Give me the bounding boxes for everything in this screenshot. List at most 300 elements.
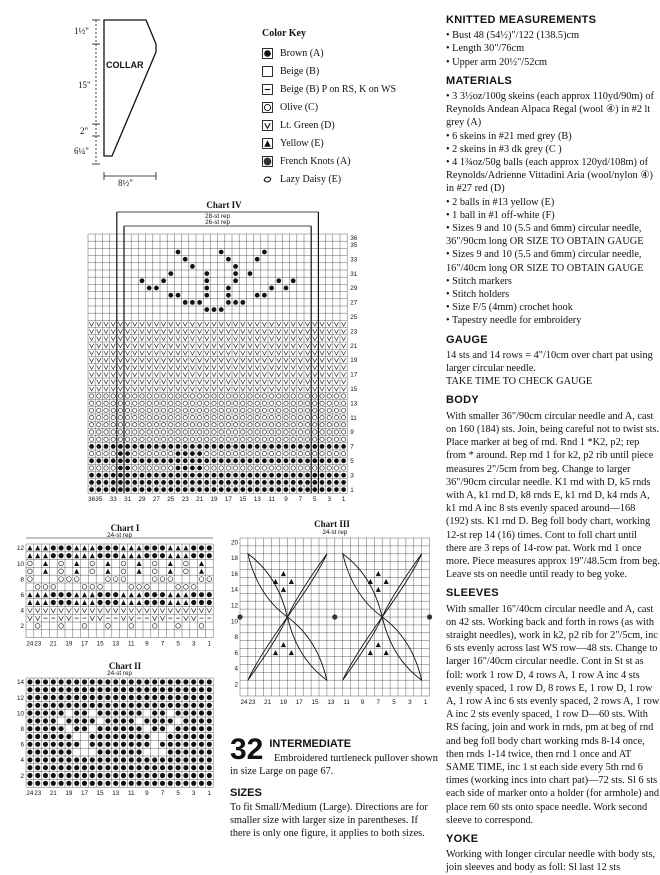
- v-mark: [255, 344, 259, 348]
- dot-mark: [82, 773, 87, 778]
- v-mark: [341, 351, 345, 355]
- dot-mark: [137, 742, 142, 747]
- v-mark: [212, 380, 216, 384]
- v-mark: [233, 351, 237, 355]
- dot-mark: [113, 703, 118, 708]
- dot-mark: [168, 444, 173, 449]
- dot-mark: [161, 473, 166, 478]
- circle-mark: [176, 394, 180, 398]
- circle-mark: [212, 423, 216, 427]
- v-mark: [190, 373, 194, 377]
- dot-mark: [204, 278, 209, 283]
- dot-mark: [219, 480, 224, 485]
- circle-mark: [121, 561, 126, 566]
- dot-mark: [269, 487, 274, 492]
- circle-mark: [28, 577, 33, 582]
- v-mark: [255, 387, 259, 391]
- circle-mark: [154, 408, 158, 412]
- v-mark: [154, 373, 158, 377]
- dot-mark: [176, 444, 181, 449]
- v-mark: [111, 329, 115, 333]
- dot-mark: [129, 695, 134, 700]
- v-mark: [334, 337, 338, 341]
- empty-icon: [262, 66, 273, 77]
- dot-mark: [59, 687, 64, 692]
- dot-mark: [144, 545, 149, 550]
- v-mark: [197, 380, 201, 384]
- circle-mark: [183, 415, 187, 419]
- circle-mark: [269, 401, 273, 405]
- v-mark: [226, 380, 230, 384]
- color-key-item: [262, 98, 396, 116]
- dot-mark: [35, 757, 40, 762]
- collar-dim-lower: 6¼": [74, 146, 89, 156]
- circle-mark: [152, 624, 157, 629]
- v-mark: [133, 351, 137, 355]
- chart3: [226, 528, 440, 708]
- dot-mark: [89, 458, 94, 463]
- v-mark: [147, 329, 151, 333]
- v-mark: [269, 380, 273, 384]
- dot-mark: [276, 487, 281, 492]
- circle-mark: [169, 401, 173, 405]
- chart4-rep2: 26-st rep: [205, 219, 231, 226]
- v-mark: [262, 322, 266, 326]
- circle-mark: [28, 569, 33, 574]
- dot-mark: [59, 592, 64, 597]
- dot-mark: [113, 726, 118, 731]
- dot-mark: [291, 480, 296, 485]
- dot-mark: [284, 458, 289, 463]
- v-mark: [269, 344, 273, 348]
- dot-mark: [43, 773, 48, 778]
- dot-mark: [51, 695, 56, 700]
- color-key-label: Olive (C): [280, 101, 319, 113]
- circle-mark: [313, 466, 317, 470]
- dot-mark: [183, 444, 188, 449]
- dot-mark: [312, 458, 317, 463]
- dot-mark: [144, 695, 149, 700]
- dot-mark: [284, 286, 289, 291]
- circle-mark: [262, 401, 266, 405]
- v-mark: [97, 337, 101, 341]
- v-mark: [59, 608, 64, 612]
- dot-mark: [176, 781, 181, 786]
- color-key-title: Color Key: [262, 28, 306, 39]
- circle-mark: [241, 451, 245, 455]
- v-mark: [298, 344, 302, 348]
- v-mark: [233, 358, 237, 362]
- dot-mark: [191, 734, 196, 739]
- circle-mark: [320, 401, 324, 405]
- triangle-mark: [35, 592, 40, 597]
- circle-mark: [183, 408, 187, 412]
- circle-mark: [154, 415, 158, 419]
- dot-mark: [183, 718, 188, 723]
- v-mark: [334, 322, 338, 326]
- circle-mark: [284, 437, 288, 441]
- dot-mark: [262, 444, 267, 449]
- dot-mark: [74, 703, 79, 708]
- v-mark: [125, 322, 129, 326]
- dot-mark: [90, 765, 95, 770]
- circle-mark: [284, 466, 288, 470]
- triangle-mark: [105, 569, 110, 574]
- circle-mark: [97, 466, 101, 470]
- circle-mark: [305, 466, 309, 470]
- sleeves-text: With smaller 16"/40cm circular needle and A, cast on 42 sts. Working back and forth in rows (as with straight needles), work in k2, p2 rib for 2"/5cm, inc 6 sts evenly across last WS row—48 sts. Change to larger 16"/40cm circular needle. Cont in St st as foll: work 1 row D, 4 rows A, 1 row A inc 4 sts evenly spaced, 1 row D, 8 rows E, 1 row D, 1 row A, 1 row A inc 6 sts evenly spaced, 2 rows A, 1 row A inc 2 sts evenly spaced, 1 row D—60 sts. With RS facing, join and work in rnds, pm at beg of rnd and beg foll body chart working rnds 8-14 once, then rnds 1-14 twice, then rnd 1 once and AT SAME TIME, inc 1 st each side every 5th rnd 6 times (working incs into chart pat)—72 sts. Sl 6 sts each side of marker onto a holder (for armhole) and place rem 60 sts onto space needle. Work second sleeve to correspond.: [446, 603, 660, 826]
- v-mark: [89, 380, 93, 384]
- color-key-item: [262, 80, 396, 98]
- dot-mark: [113, 742, 118, 747]
- dot-mark: [137, 687, 142, 692]
- chart4-col-label: 15: [239, 496, 247, 504]
- dot-mark: [190, 473, 195, 478]
- dot-mark: [51, 734, 56, 739]
- dot-mark: [176, 451, 181, 456]
- v-icon: [262, 120, 273, 131]
- v-mark: [298, 380, 302, 384]
- triangle-mark: [90, 553, 95, 558]
- circle-mark: [341, 466, 345, 470]
- v-mark: [125, 351, 129, 355]
- v-mark: [197, 337, 201, 341]
- dot-mark: [168, 480, 173, 485]
- dot-mark: [207, 553, 212, 558]
- dot-mark: [197, 487, 202, 492]
- dot-mark: [219, 307, 224, 312]
- dot-mark: [262, 480, 267, 485]
- dot-mark: [98, 679, 103, 684]
- v-mark: [118, 337, 122, 341]
- dot-mark: [152, 726, 157, 731]
- v-mark: [305, 380, 309, 384]
- circle-mark: [341, 430, 345, 434]
- color-key-item: [262, 116, 396, 134]
- v-mark: [219, 380, 223, 384]
- circle-mark: [212, 394, 216, 398]
- circle-mark: [305, 437, 309, 441]
- circle-mark: [269, 423, 273, 427]
- color-key-label: Yellow (E): [280, 137, 324, 149]
- v-mark: [89, 365, 93, 369]
- dot-mark: [161, 444, 166, 449]
- circle-mark: [147, 401, 151, 405]
- dot-mark: [111, 480, 116, 485]
- chart2-col-label: 24: [26, 790, 34, 798]
- circle-mark: [59, 561, 64, 566]
- circle-mark: [133, 401, 137, 405]
- circle-mark: [106, 577, 111, 582]
- dot-mark: [74, 765, 79, 770]
- circle-mark: [334, 394, 338, 398]
- v-mark: [205, 365, 209, 369]
- dot-mark: [118, 466, 123, 471]
- circle-mark: [241, 394, 245, 398]
- circle-mark: [133, 466, 137, 470]
- v-mark: [190, 344, 194, 348]
- dot-mark: [129, 687, 134, 692]
- circle-mark: [140, 451, 144, 455]
- chart3-col-label: 7: [376, 699, 381, 706]
- dot-mark: [207, 600, 212, 605]
- dot-mark: [183, 466, 188, 471]
- dot-mark: [96, 480, 101, 485]
- dot-mark: [269, 286, 274, 291]
- v-mark: [212, 358, 216, 362]
- triangle-mark: [82, 592, 87, 597]
- chart1-col-label: 5: [176, 640, 180, 648]
- chart3-title: Chart III: [314, 519, 350, 529]
- dot-mark: [160, 600, 165, 605]
- v-mark: [89, 337, 93, 341]
- chart4-row-label: 29: [350, 285, 358, 293]
- circle-mark: [269, 437, 273, 441]
- v-mark: [241, 329, 245, 333]
- triangle-mark: [168, 553, 173, 558]
- dot-mark: [27, 679, 32, 684]
- dot-mark: [140, 278, 145, 283]
- circle-mark: [255, 430, 259, 434]
- dot-mark: [207, 679, 212, 684]
- v-mark: [191, 616, 196, 620]
- v-mark: [255, 337, 259, 341]
- dot-mark: [129, 734, 134, 739]
- chart3-row-label: 18: [230, 555, 238, 563]
- circle-mark: [313, 394, 317, 398]
- dot-mark: [66, 742, 71, 747]
- circle-mark: [104, 401, 108, 405]
- v-mark: [313, 337, 317, 341]
- circle-mark: [113, 577, 118, 582]
- circle-mark: [269, 415, 273, 419]
- v-mark: [176, 322, 180, 326]
- v-mark: [291, 380, 295, 384]
- collar-outline: [76, 14, 176, 194]
- dot-mark: [43, 734, 48, 739]
- material-item: • Stitch holders: [446, 289, 510, 301]
- dot-mark: [51, 711, 56, 716]
- v-mark: [219, 351, 223, 355]
- chart2-row-label: 14: [16, 679, 24, 687]
- dot-mark: [320, 480, 325, 485]
- dot-mark: [233, 300, 238, 305]
- dot-mark: [168, 458, 173, 463]
- circle-mark: [327, 451, 331, 455]
- v-mark: [154, 387, 158, 391]
- v-mark: [98, 616, 103, 620]
- circle-mark: [82, 624, 87, 629]
- v-mark: [219, 344, 223, 348]
- circle-mark: [255, 451, 259, 455]
- v-mark: [269, 358, 273, 362]
- chart3-rep: 24-st rep: [322, 529, 348, 536]
- dot-mark: [312, 480, 317, 485]
- circle-mark: [199, 577, 204, 582]
- dot-mark: [305, 458, 310, 463]
- dot-mark: [152, 695, 157, 700]
- dot-mark: [183, 487, 188, 492]
- circle-mark: [327, 401, 331, 405]
- dot-mark: [98, 553, 103, 558]
- chart4-col-label: 11: [268, 496, 275, 504]
- dot-mark: [43, 711, 48, 716]
- v-mark: [334, 358, 338, 362]
- dot-mark: [129, 781, 134, 786]
- collar-dim-top: 1½": [74, 26, 89, 36]
- dot-mark: [35, 750, 40, 755]
- v-mark: [277, 329, 281, 333]
- chart2-row-label: 2: [20, 772, 24, 780]
- circle-mark: [152, 569, 157, 574]
- v-mark: [147, 373, 151, 377]
- dot-mark: [334, 487, 339, 492]
- circle-mark: [89, 437, 93, 441]
- v-mark: [176, 351, 180, 355]
- chart3-col-label: 13: [327, 699, 335, 706]
- dot-mark: [66, 600, 71, 605]
- dot-mark: [152, 687, 157, 692]
- v-mark: [212, 322, 216, 326]
- triangle-mark: [168, 545, 173, 550]
- chart4-col-label: 27: [152, 496, 160, 504]
- chart1-col-label: 24: [26, 640, 34, 648]
- dot-mark: [226, 286, 231, 291]
- dot-mark: [212, 444, 217, 449]
- v-mark: [89, 344, 93, 348]
- circle-mark: [125, 415, 129, 419]
- triangle-mark: [121, 600, 126, 605]
- chart1-row-label: 2: [20, 623, 24, 631]
- v-mark: [255, 322, 259, 326]
- v-mark: [262, 344, 266, 348]
- dot-mark: [233, 271, 238, 276]
- dot-mark: [168, 687, 173, 692]
- dot-mark: [240, 473, 245, 478]
- triangle-mark: [121, 592, 126, 597]
- v-mark: [97, 358, 101, 362]
- dot-mark: [90, 734, 95, 739]
- chart4: [84, 208, 374, 508]
- dot-mark: [160, 679, 165, 684]
- circle-mark: [219, 394, 223, 398]
- dot-mark: [125, 473, 130, 478]
- triangle-mark: [27, 600, 32, 605]
- chart3-row-label: 16: [230, 570, 238, 578]
- circle-mark: [219, 466, 223, 470]
- v-mark: [219, 365, 223, 369]
- chart1-col-label: 21: [49, 640, 57, 648]
- color-key-label: Brown (A): [280, 47, 324, 59]
- triangle-mark: [183, 553, 188, 558]
- dot-mark: [137, 711, 142, 716]
- triangle-mark: [376, 571, 381, 576]
- circle-mark: [262, 408, 266, 412]
- chart4-row-label: 17: [350, 371, 358, 379]
- dot-mark: [144, 757, 149, 762]
- dot-mark: [82, 687, 87, 692]
- circle-mark: [205, 437, 209, 441]
- v-mark: [133, 344, 137, 348]
- circle-mark: [169, 408, 173, 412]
- v-mark: [133, 337, 137, 341]
- circle-mark: [262, 430, 266, 434]
- circle-mark: [190, 430, 194, 434]
- dot-mark: [154, 286, 159, 291]
- chart3-col-label: 19: [279, 699, 287, 706]
- circle-mark: [334, 451, 338, 455]
- v-mark: [133, 380, 137, 384]
- dot-mark: [51, 750, 56, 755]
- sizes-text: To fit Small/Medium (Large). Directions are for smaller size with larger size in parentheses. If there is only one figure, it applies to both sizes.: [230, 802, 428, 839]
- dot-mark: [176, 480, 181, 485]
- circle-mark: [176, 423, 180, 427]
- triangle-mark: [121, 545, 126, 550]
- circle-mark: [160, 577, 165, 582]
- dot-mark: [27, 773, 32, 778]
- v-mark: [284, 358, 288, 362]
- dot-mark: [233, 444, 238, 449]
- dot-mark: [96, 458, 101, 463]
- material-item: • Sizes 9 and 10 (5.5 and 6mm) circular needle, 16"/40cm long OR SIZE TO OBTAIN GAUGE: [446, 249, 644, 274]
- circle-mark: [205, 423, 209, 427]
- dot-mark: [152, 765, 157, 770]
- dot-mark: [226, 300, 231, 305]
- dot-mark: [341, 458, 346, 463]
- v-mark: [313, 365, 317, 369]
- v-mark: [97, 344, 101, 348]
- v-mark: [284, 387, 288, 391]
- dot-mark: [219, 473, 224, 478]
- v-mark: [262, 329, 266, 333]
- circle-mark: [140, 423, 144, 427]
- chart2-row-label: 10: [16, 710, 24, 718]
- dot-mark: [105, 600, 110, 605]
- gauge-heading: GAUGE: [446, 333, 488, 346]
- dot-mark: [176, 473, 181, 478]
- v-mark: [197, 344, 201, 348]
- v-mark: [89, 387, 93, 391]
- v-mark: [212, 329, 216, 333]
- circle-mark: [341, 423, 345, 427]
- circle-mark: [262, 415, 266, 419]
- dot-mark: [176, 742, 181, 747]
- circle-mark: [59, 624, 64, 629]
- circle-mark: [313, 415, 317, 419]
- v-mark: [305, 329, 309, 333]
- circle-mark: [89, 423, 93, 427]
- material-item: • 6 skeins in #21 med grey (B): [446, 130, 572, 142]
- triangle-mark: [273, 650, 278, 655]
- triangle-mark: [129, 592, 134, 597]
- dot-mark: [191, 742, 196, 747]
- v-mark: [140, 380, 144, 384]
- circle-mark: [226, 401, 230, 405]
- v-mark: [327, 322, 331, 326]
- circle-mark: [190, 415, 194, 419]
- circle-mark: [226, 423, 230, 427]
- circle-mark: [212, 408, 216, 412]
- dot-mark: [113, 765, 118, 770]
- dot-mark: [59, 711, 64, 716]
- v-mark: [341, 387, 345, 391]
- triangle-mark: [121, 553, 126, 558]
- v-mark: [111, 322, 115, 326]
- circle-mark: [89, 430, 93, 434]
- dot-mark: [129, 773, 134, 778]
- dot-mark: [98, 773, 103, 778]
- dot-mark: [191, 600, 196, 605]
